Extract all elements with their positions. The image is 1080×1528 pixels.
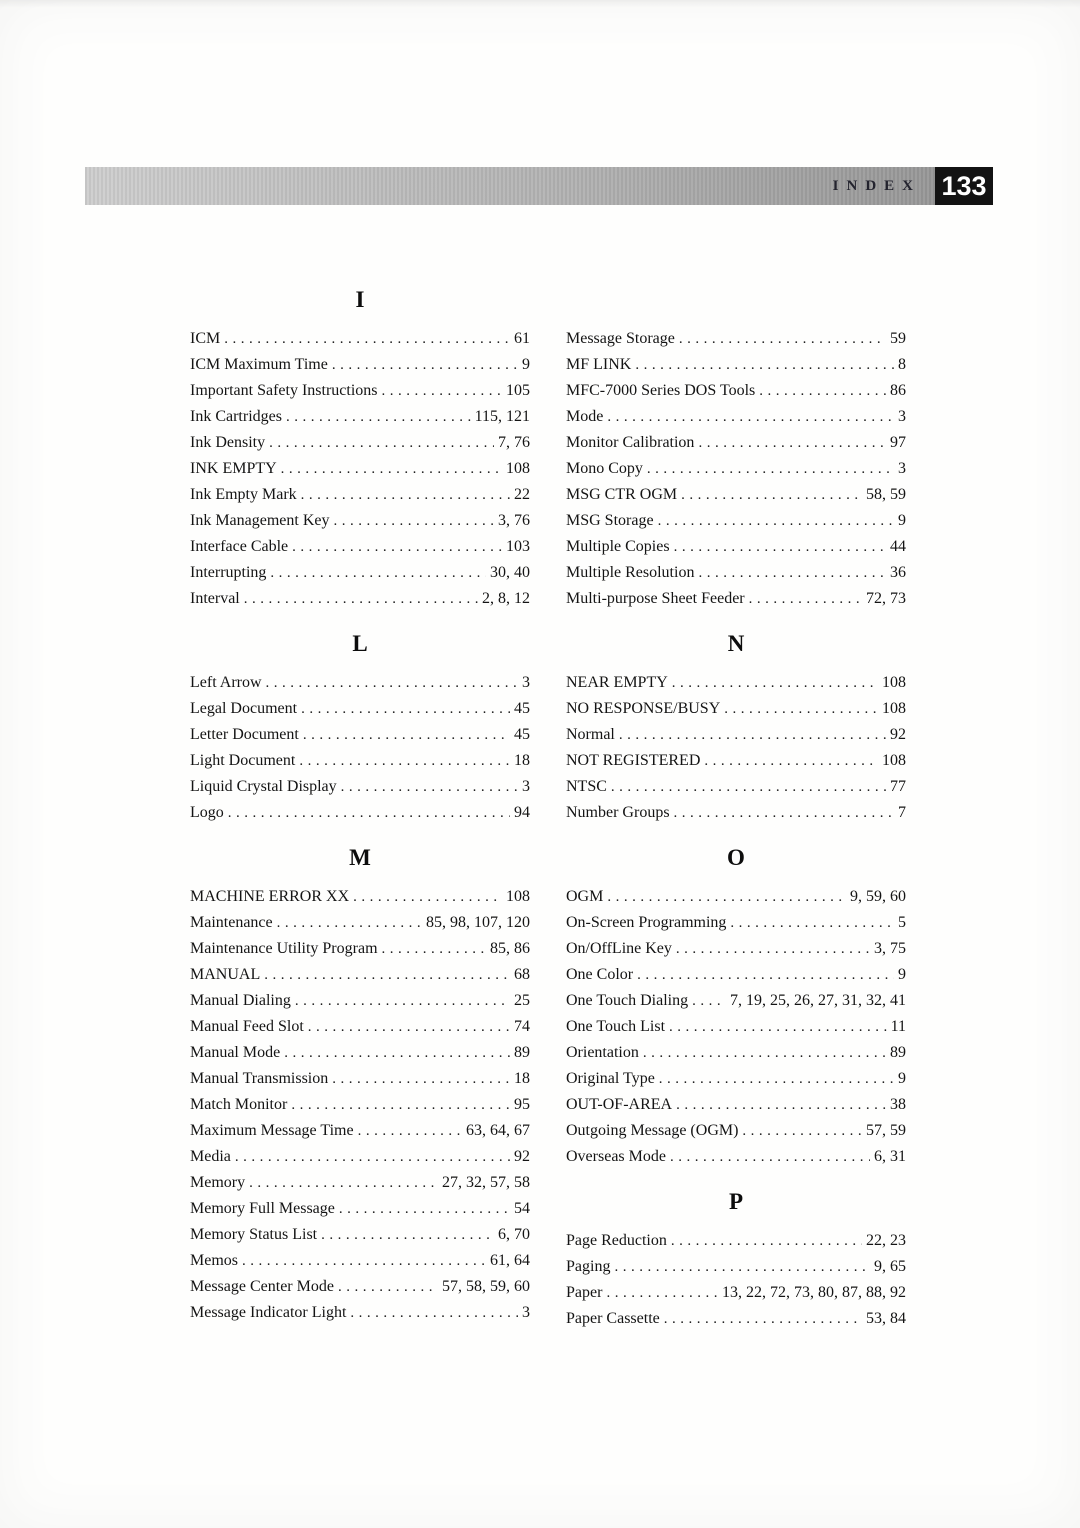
index-entry [566, 1258, 906, 1284]
entry-term: NO RESPONSE/BUSY [566, 700, 721, 717]
entry-dot-leader [647, 460, 894, 478]
index-entry [566, 486, 906, 512]
entry-term: Original Type [566, 1070, 655, 1087]
entry-pages: 92 [514, 1148, 530, 1165]
entry-dot-leader [228, 804, 510, 822]
entry-pages: 85, 86 [490, 940, 530, 957]
entry-pages: 57, 58, 59, 60 [442, 1278, 530, 1295]
entry-term: NEAR EMPTY [566, 674, 668, 691]
index-entry [190, 590, 530, 616]
entry-pages: 9 [898, 966, 906, 983]
index-entry [566, 752, 906, 778]
entry-pages: 89 [514, 1044, 530, 1061]
entry-dot-leader [332, 356, 518, 374]
entry-dot-leader [607, 408, 894, 426]
index-entry [190, 726, 530, 752]
entry-term: Manual Feed Slot [190, 1018, 304, 1035]
entry-term: Interrupting [190, 564, 267, 581]
entry-pages: 25 [514, 992, 530, 1009]
entry-term: MSG Storage [566, 512, 654, 529]
index-entry [566, 778, 906, 804]
index-entry [190, 1226, 530, 1252]
index-entry [566, 356, 906, 382]
index-entry [190, 1070, 530, 1096]
entry-dot-leader [299, 752, 510, 770]
entry-pages: 94 [514, 804, 530, 821]
entry-pages: 3 [522, 778, 530, 795]
entry-pages: 9 [898, 512, 906, 529]
index-entry [190, 752, 530, 778]
entry-pages: 89 [890, 1044, 906, 1061]
entry-dot-leader [266, 674, 518, 692]
entry-dot-leader [674, 804, 894, 822]
entry-term: MF LINK [566, 356, 632, 373]
index-entry [566, 700, 906, 726]
entry-dot-leader [614, 1258, 870, 1276]
entry-dot-leader [664, 1310, 862, 1328]
section-letter: I [355, 287, 365, 312]
index-entry [190, 356, 530, 382]
entry-dot-leader [643, 1044, 886, 1062]
entry-pages: 61, 64 [490, 1252, 530, 1269]
entry-term: Multiple Resolution [566, 564, 695, 581]
entry-pages: 8 [898, 356, 906, 373]
index-section [190, 844, 530, 1330]
entry-term: Ink Management Key [190, 512, 330, 529]
entry-dot-leader [269, 434, 494, 452]
entry-dot-leader [292, 538, 502, 556]
index-entry [566, 1018, 906, 1044]
entry-dot-leader [672, 674, 878, 692]
index-entry [566, 674, 906, 700]
entry-term: Manual Transmission [190, 1070, 329, 1087]
entry-dot-leader [244, 590, 478, 608]
index-entry [190, 512, 530, 538]
entry-dot-leader [679, 330, 886, 348]
entry-dot-leader [242, 1252, 486, 1270]
entry-term: OUT-OF-AREA [566, 1096, 673, 1113]
entry-pages: 86 [890, 382, 906, 399]
entry-dot-leader [742, 1122, 862, 1140]
entry-term: Paging [566, 1258, 611, 1275]
entry-term: Memory Full Message [190, 1200, 335, 1217]
entry-term: Monitor Calibration [566, 434, 695, 451]
entry-dot-leader [670, 1148, 870, 1166]
entry-dot-leader [659, 1070, 894, 1088]
entry-term: Paper [566, 1284, 603, 1301]
entry-term: INK EMPTY [190, 460, 277, 477]
entry-term: Important Safety Instructions [190, 382, 378, 399]
index-entry [190, 1252, 530, 1278]
entry-dot-leader [264, 966, 510, 984]
index-entry [566, 1070, 906, 1096]
entry-pages: 22 [514, 486, 530, 503]
index-entry [190, 408, 530, 434]
index-entry [566, 460, 906, 486]
entry-pages: 9, 65 [874, 1258, 906, 1275]
index-header-bar [85, 167, 993, 205]
index-entry [190, 778, 530, 804]
entry-term: MFC-7000 Series DOS Tools [566, 382, 756, 399]
entry-term: Normal [566, 726, 615, 743]
entry-pages: 108 [882, 700, 906, 717]
index-entry [190, 674, 530, 700]
entry-pages: 115, 121 [474, 408, 530, 425]
entry-pages: 97 [890, 434, 906, 451]
page-number-box [935, 167, 993, 205]
section-letter: L [352, 631, 368, 656]
entry-term: MSG CTR OGM [566, 486, 678, 503]
index-entry [190, 1148, 530, 1174]
entry-term: Liquid Crystal Display [190, 778, 337, 795]
index-entry [566, 512, 906, 538]
index-entry [190, 804, 530, 830]
entry-term: Maintenance [190, 914, 273, 931]
entry-dot-leader [759, 382, 886, 400]
index-entry [190, 1122, 530, 1148]
entry-pages: 6, 31 [874, 1148, 906, 1165]
entry-dot-leader [301, 486, 510, 504]
entry-dot-leader [382, 382, 502, 400]
entry-dot-leader [286, 408, 471, 426]
entry-pages: 57, 59 [866, 1122, 906, 1139]
entry-dot-leader [692, 992, 726, 1010]
entry-pages: 3, 76 [498, 512, 530, 529]
index-entry [566, 804, 906, 830]
index-column-right [566, 272, 906, 1336]
entry-pages: 58, 59 [866, 486, 906, 503]
entry-dot-leader [301, 700, 510, 718]
section-letter: M [349, 845, 371, 870]
entry-term: Mono Copy [566, 460, 643, 477]
entry-dot-leader [619, 726, 886, 744]
entry-dot-leader [284, 1044, 510, 1062]
entry-dot-leader [303, 726, 510, 744]
entry-term: Letter Document [190, 726, 299, 743]
entry-term: NTSC [566, 778, 607, 795]
entry-pages: 9 [522, 356, 530, 373]
index-entry [566, 590, 906, 616]
index-entry [190, 1044, 530, 1070]
entry-pages: 22, 23 [866, 1232, 906, 1249]
section-letter [566, 286, 906, 314]
entry-dot-leader [698, 564, 886, 582]
entry-term: Orientation [566, 1044, 639, 1061]
entry-pages: 3 [522, 1304, 530, 1321]
index-entry [566, 992, 906, 1018]
entry-pages: 18 [514, 1070, 530, 1087]
entry-dot-leader [295, 992, 510, 1010]
entry-pages: 3 [898, 408, 906, 425]
entry-dot-leader [676, 940, 870, 958]
entry-term: ICM Maximum Time [190, 356, 328, 373]
entry-pages: 92 [890, 726, 906, 743]
index-entry [566, 564, 906, 590]
entry-term: Memory [190, 1174, 246, 1191]
entry-term: One Touch List [566, 1018, 666, 1035]
entry-pages: 72, 73 [866, 590, 906, 607]
entry-pages: 105 [506, 382, 530, 399]
section-letter: P [728, 1189, 744, 1214]
entry-pages: 30, 40 [490, 564, 530, 581]
entry-term: Mode [566, 408, 604, 425]
entry-term: Overseas Mode [566, 1148, 666, 1165]
page-number: 133 [941, 170, 987, 201]
entry-pages: 108 [882, 674, 906, 691]
entry-dot-leader [704, 752, 878, 770]
entry-term: OGM [566, 888, 604, 905]
entry-dot-leader [637, 966, 894, 984]
entry-pages: 3 [522, 674, 530, 691]
entry-dot-leader [669, 1018, 887, 1036]
index-entry [190, 460, 530, 486]
entry-term: Number Groups [566, 804, 670, 821]
index-section [190, 286, 530, 616]
entry-dot-leader [249, 1174, 438, 1192]
index-entry [566, 1284, 906, 1310]
entry-dot-leader [749, 590, 862, 608]
index-entry [190, 538, 530, 564]
entry-term: On-Screen Programming [566, 914, 727, 931]
index-entry [566, 1044, 906, 1070]
entry-dot-leader [291, 1096, 510, 1114]
entry-dot-leader [353, 888, 502, 906]
entry-pages: 108 [506, 888, 530, 905]
entry-pages: 3, 75 [874, 940, 906, 957]
entry-term: Match Monitor [190, 1096, 288, 1113]
index-entry [566, 1310, 906, 1336]
entry-pages: 54 [514, 1200, 530, 1217]
entry-dot-leader [724, 700, 878, 718]
index-entry [190, 914, 530, 940]
entry-dot-leader [611, 778, 886, 796]
index-entry [190, 992, 530, 1018]
entry-term: Light Document [190, 752, 296, 769]
entry-dot-leader [308, 1018, 510, 1036]
entry-term: Multiple Copies [566, 538, 670, 555]
entry-pages: 53, 84 [866, 1310, 906, 1327]
index-section [190, 630, 530, 830]
entry-dot-leader [332, 1070, 510, 1088]
index-entry [190, 382, 530, 408]
entry-term: Ink Cartridges [190, 408, 282, 425]
entry-pages: 2, 8, 12 [482, 590, 530, 607]
index-entry [190, 700, 530, 726]
entry-dot-leader [681, 486, 862, 504]
entry-term: Multi-purpose Sheet Feeder [566, 590, 745, 607]
index-entry [566, 538, 906, 564]
index-entry [566, 726, 906, 752]
index-entry [566, 382, 906, 408]
entry-pages: 36 [890, 564, 906, 581]
entry-dot-leader [339, 1200, 510, 1218]
entry-dot-leader [358, 1122, 462, 1140]
index-section [566, 844, 906, 1174]
index-entry [190, 486, 530, 512]
entry-dot-leader [338, 1278, 438, 1296]
entry-dot-leader [698, 434, 886, 452]
entry-dot-leader [341, 778, 518, 796]
entry-term: ICM [190, 330, 221, 347]
entry-dot-leader [606, 1284, 718, 1302]
entry-dot-leader [674, 538, 886, 556]
entry-term: MACHINE ERROR XX [190, 888, 350, 905]
entry-pages: 9, 59, 60 [850, 888, 906, 905]
index-entry [190, 1304, 530, 1330]
entry-dot-leader [658, 512, 894, 530]
entry-term: Maintenance Utility Program [190, 940, 378, 957]
entry-pages: 61 [514, 330, 530, 347]
entry-term: Ink Density [190, 434, 266, 451]
entry-dot-leader [730, 914, 894, 932]
index-entry [566, 1148, 906, 1174]
index-column-left [190, 272, 530, 1336]
entry-pages: 13, 22, 72, 73, 80, 87, 88, 92 [722, 1284, 906, 1301]
index-entry [190, 966, 530, 992]
entry-term: Message Indicator Light [190, 1304, 347, 1321]
index-entry [190, 1096, 530, 1122]
entry-term: Message Center Mode [190, 1278, 334, 1295]
entry-dot-leader [350, 1304, 518, 1322]
entry-pages: 44 [890, 538, 906, 555]
entry-pages: 85, 98, 107, 120 [426, 914, 530, 931]
entry-pages: 7 [898, 804, 906, 821]
index-entry [190, 1278, 530, 1304]
entry-term: Paper Cassette [566, 1310, 660, 1327]
index-columns [190, 272, 906, 1336]
entry-pages: 63, 64, 67 [466, 1122, 530, 1139]
entry-pages: 45 [514, 700, 530, 717]
index-entry [190, 940, 530, 966]
entry-pages: 27, 32, 57, 58 [442, 1174, 530, 1191]
index-entry [190, 1018, 530, 1044]
entry-dot-leader [321, 1226, 494, 1244]
entry-pages: 38 [890, 1096, 906, 1113]
entry-dot-leader [671, 1232, 862, 1250]
entry-term: Logo [190, 804, 224, 821]
entry-term: Left Arrow [190, 674, 262, 691]
entry-term: On/OffLine Key [566, 940, 672, 957]
index-label: INDEX [832, 177, 921, 194]
entry-pages: 6, 70 [498, 1226, 530, 1243]
index-section [566, 630, 906, 830]
entry-term: MANUAL [190, 966, 261, 983]
index-entry [566, 434, 906, 460]
index-entry [566, 966, 906, 992]
entry-term: Page Reduction [566, 1232, 667, 1249]
index-section [566, 1188, 906, 1336]
entry-term: Outgoing Message (OGM) [566, 1122, 739, 1139]
entry-dot-leader [635, 356, 894, 374]
section-letter: O [727, 845, 745, 870]
entry-pages: 108 [882, 752, 906, 769]
index-entry [566, 330, 906, 356]
entry-term: Media [190, 1148, 231, 1165]
index-entry [566, 408, 906, 434]
index-entry [190, 1200, 530, 1226]
entry-pages: 68 [514, 966, 530, 983]
entry-pages: 3 [898, 460, 906, 477]
entry-dot-leader [334, 512, 494, 530]
entry-pages: 18 [514, 752, 530, 769]
entry-pages: 7, 76 [498, 434, 530, 451]
index-entry [566, 1096, 906, 1122]
entry-pages: 103 [506, 538, 530, 555]
entry-pages: 11 [890, 1018, 906, 1035]
entry-pages: 45 [514, 726, 530, 743]
entry-term: Manual Dialing [190, 992, 291, 1009]
entry-pages: 95 [514, 1096, 530, 1113]
index-entry [190, 888, 530, 914]
entry-term: One Color [566, 966, 634, 983]
entry-term: Interval [190, 590, 240, 607]
entry-dot-leader [382, 940, 486, 958]
index-section [566, 286, 906, 616]
entry-pages: 59 [890, 330, 906, 347]
entry-term: Memory Status List [190, 1226, 318, 1243]
entry-term: Ink Empty Mark [190, 486, 297, 503]
index-entry [566, 940, 906, 966]
index-entry [190, 1174, 530, 1200]
index-entry [566, 1232, 906, 1258]
index-entry [566, 914, 906, 940]
entry-pages: 77 [890, 778, 906, 795]
entry-dot-leader [676, 1096, 886, 1114]
index-entry [190, 564, 530, 590]
entry-term: NOT REGISTERED [566, 752, 701, 769]
entry-pages: 74 [514, 1018, 530, 1035]
entry-term: Manual Mode [190, 1044, 281, 1061]
index-entry [190, 330, 530, 356]
entry-term: Interface Cable [190, 538, 289, 555]
entry-dot-leader [270, 564, 486, 582]
section-letter: N [727, 631, 745, 656]
index-entry [566, 1122, 906, 1148]
entry-pages: 7, 19, 25, 26, 27, 31, 32, 41 [730, 992, 906, 1009]
index-entry [190, 434, 530, 460]
entry-term: Legal Document [190, 700, 298, 717]
entry-term: Memos [190, 1252, 238, 1269]
entry-dot-leader [235, 1148, 510, 1166]
entry-dot-leader [281, 460, 502, 478]
entry-term: Maximum Message Time [190, 1122, 354, 1139]
entry-pages: 9 [898, 1070, 906, 1087]
entry-term: One Touch Dialing [566, 992, 689, 1009]
entry-term: Message Storage [566, 330, 675, 347]
entry-pages: 108 [506, 460, 530, 477]
index-entry [566, 888, 906, 914]
entry-dot-leader [277, 914, 422, 932]
entry-dot-leader [607, 888, 846, 906]
entry-dot-leader [224, 330, 510, 348]
entry-pages: 5 [898, 914, 906, 931]
